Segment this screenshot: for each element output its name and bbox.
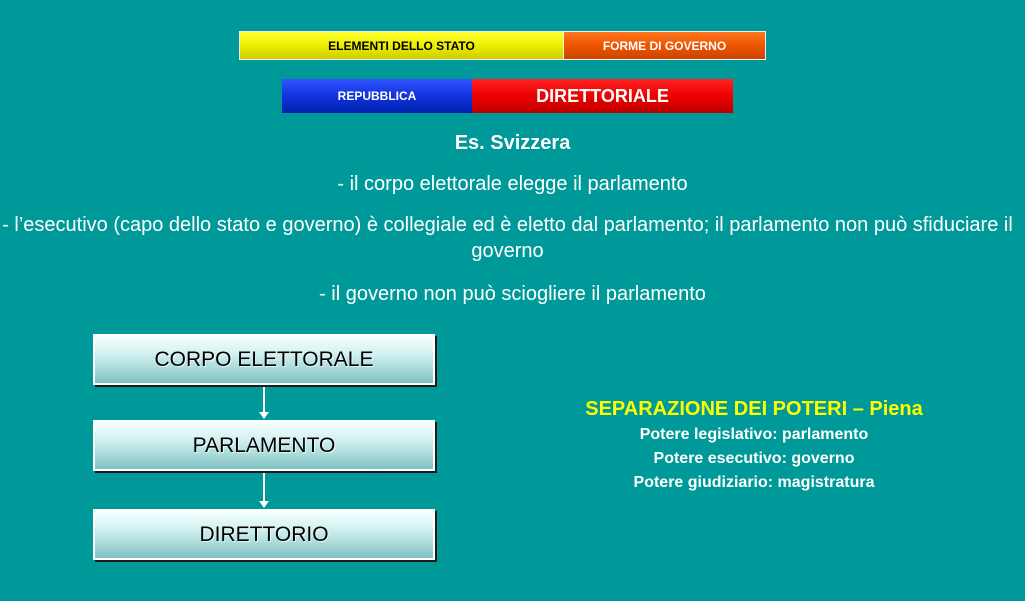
down-arrow-icon: [263, 473, 265, 507]
flow-node-direttorio: [93, 509, 435, 560]
point-electoral-body: - il corpo elettorale elegge il parlamento: [337, 173, 688, 195]
flow-node-label: DIRETTORIO: [199, 522, 329, 546]
direttoriale-label: DIRETTORIALE: [536, 85, 669, 106]
separation-title: SEPARAZIONE DEI POTERI – Piena: [585, 398, 923, 420]
down-arrow-icon: [263, 387, 265, 418]
repubblica-tag: [282, 79, 472, 113]
flow-node-label: CORPO ELETTORALE: [154, 347, 374, 371]
flow-node-parlamento: [93, 420, 435, 471]
forme-di-governo-tag: [564, 31, 766, 60]
elementi-dello-stato-label: ELEMENTI DELLO STATO: [328, 38, 475, 53]
forme-di-governo-label: FORME DI GOVERNO: [602, 38, 727, 53]
elementi-dello-stato-tag: [239, 31, 564, 60]
repubblica-label: REPUBBLICA: [337, 89, 417, 103]
point-executive: - l’esecutivo (capo dello stato e governo) è collegiale ed è eletto dal parlamento; il parlamento non può sfiduciare il governo: [2, 214, 1013, 262]
separation-executive: Potere esecutivo: governo: [653, 450, 855, 467]
flow-node-corpo-elettorale: [93, 334, 435, 385]
separation-legislative: Potere legislativo: parlamento: [639, 426, 869, 443]
direttoriale-tag: [472, 79, 733, 113]
flow-node-label: PARLAMENTO: [192, 433, 336, 457]
point-government: - il governo non può sciogliere il parlamento: [319, 283, 706, 305]
example-title: Es. Svizzera: [454, 132, 571, 154]
separation-judiciary: Potere giudiziario: magistratura: [633, 474, 875, 491]
